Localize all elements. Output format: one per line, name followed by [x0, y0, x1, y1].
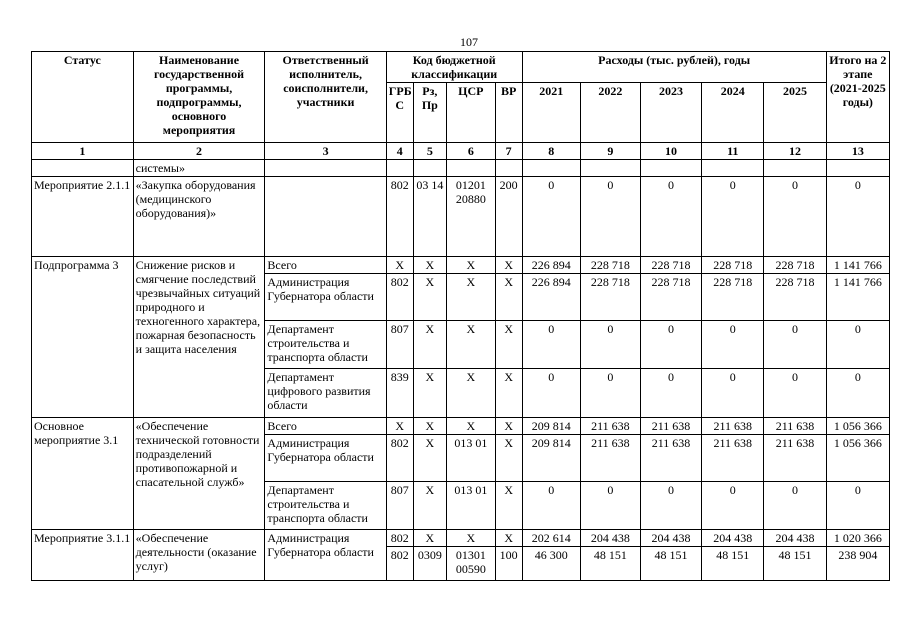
cell-rz: Х: [413, 530, 446, 547]
row-name: «Обеспечение деятельности (оказание услуг): [133, 530, 265, 581]
cell-rz: 0309: [413, 547, 446, 581]
cell-value: 0: [640, 177, 701, 257]
cell-total: 1 056 366: [826, 435, 889, 482]
cell-total: 0: [826, 321, 889, 369]
header-year: 2022: [580, 83, 640, 143]
row-name: «Закупка оборудования (медицинского оборудования)»: [133, 177, 265, 257]
cell-value: 228 718: [764, 257, 826, 274]
cell-csr: Х: [446, 530, 495, 547]
cell-vr: Х: [495, 369, 522, 418]
cell-grbs: 807: [386, 482, 413, 530]
header-csr: ЦСР: [446, 83, 495, 143]
row-name: «Обеспечение технической готовности подразделений противопожарной и спасательной служб»: [133, 418, 265, 530]
cell-value: 211 638: [640, 435, 701, 482]
cell-total: 1 141 766: [826, 274, 889, 321]
cell-vr: 100: [495, 547, 522, 581]
budget-table: [31, 51, 890, 581]
header-name: Наименование государственной программы, подпрограммы, основного мероприятия: [133, 52, 265, 143]
cell-value: 211 638: [640, 418, 701, 435]
row-executor: [265, 177, 386, 257]
cell-value: 48 151: [640, 547, 701, 581]
cell-value: 228 718: [702, 274, 764, 321]
header-year: 2023: [640, 83, 701, 143]
cell-csr: 01201 20880: [446, 177, 495, 257]
cell-value: 0: [580, 177, 640, 257]
cell-value: 46 300: [522, 547, 580, 581]
header-expenses: Расходы (тыс. рублей), годы: [522, 52, 826, 83]
table-row: [32, 257, 890, 274]
cell-value: 0: [702, 321, 764, 369]
column-number: 9: [580, 143, 640, 160]
cell-csr: 013 01: [446, 482, 495, 530]
row-executor: Департамент строительства и транспорта области: [265, 482, 386, 530]
column-number: 11: [702, 143, 764, 160]
row-status: Мероприятие 3.1.1: [32, 530, 134, 581]
header-executor: Ответственный исполнитель, соисполнители, участники: [265, 52, 386, 143]
column-number: 4: [386, 143, 413, 160]
cell-value: 211 638: [702, 435, 764, 482]
header-rz-pr: Рз, Пр: [413, 83, 446, 143]
cell-total: 1 056 366: [826, 418, 889, 435]
cell-value: 228 718: [640, 274, 701, 321]
cell-csr: 013 01: [446, 435, 495, 482]
cell-value: 0: [580, 482, 640, 530]
cell-value: 211 638: [764, 435, 826, 482]
cell-value: 211 638: [580, 418, 640, 435]
cell-value: 204 438: [640, 530, 701, 547]
cell-value: 209 814: [522, 435, 580, 482]
cell-value: 0: [580, 369, 640, 418]
continuation-row: [32, 160, 890, 177]
cell-value: 228 718: [580, 257, 640, 274]
cell-csr: Х: [446, 257, 495, 274]
cell-grbs: 802: [386, 274, 413, 321]
cell-grbs: 802: [386, 177, 413, 257]
header-total: Итого на 2 этапе (2021-2025 годы): [826, 52, 889, 143]
column-number: 3: [265, 143, 386, 160]
cell-value: 0: [702, 482, 764, 530]
cell-total: 1 141 766: [826, 257, 889, 274]
cell-rz: Х: [413, 435, 446, 482]
cell-total: 0: [826, 177, 889, 257]
row-status: Подпрограмма 3: [32, 257, 134, 418]
cell-rz: Х: [413, 418, 446, 435]
row-status: Мероприятие 2.1.1: [32, 177, 134, 257]
row-executor: Администрация Губернатора области: [265, 435, 386, 482]
header-year: 2021: [522, 83, 580, 143]
cell-grbs: Х: [386, 418, 413, 435]
continuation-text: системы»: [133, 160, 265, 177]
header-vr: ВР: [495, 83, 522, 143]
header-year: 2024: [702, 83, 764, 143]
table-row: [32, 530, 890, 547]
cell-vr: Х: [495, 482, 522, 530]
cell-grbs: 802: [386, 435, 413, 482]
cell-csr: Х: [446, 321, 495, 369]
cell-value: 0: [640, 321, 701, 369]
column-number: 8: [522, 143, 580, 160]
cell-value: 211 638: [764, 418, 826, 435]
cell-vr: Х: [495, 435, 522, 482]
cell-rz: Х: [413, 482, 446, 530]
table-row: [32, 418, 890, 435]
cell-value: 226 894: [522, 274, 580, 321]
cell-value: 211 638: [702, 418, 764, 435]
header-grbs: ГРБ С: [386, 83, 413, 143]
cell-value: 226 894: [522, 257, 580, 274]
cell-value: 48 151: [764, 547, 826, 581]
cell-vr: 200: [495, 177, 522, 257]
cell-value: 228 718: [580, 274, 640, 321]
cell-value: 48 151: [702, 547, 764, 581]
cell-csr: Х: [446, 369, 495, 418]
cell-value: 0: [640, 482, 701, 530]
cell-value: 0: [764, 369, 826, 418]
row-executor: Всего: [265, 257, 386, 274]
page-number: 107: [460, 35, 478, 49]
cell-value: 0: [764, 482, 826, 530]
cell-value: 202 614: [522, 530, 580, 547]
column-number: 1: [32, 143, 134, 160]
column-number-row: [32, 143, 890, 160]
column-number: 7: [495, 143, 522, 160]
cell-vr: Х: [495, 418, 522, 435]
column-number: 12: [764, 143, 826, 160]
cell-value: 228 718: [640, 257, 701, 274]
cell-value: 48 151: [580, 547, 640, 581]
column-number: 2: [133, 143, 265, 160]
cell-total: 238 904: [826, 547, 889, 581]
cell-vr: Х: [495, 257, 522, 274]
cell-rz: 03 14: [413, 177, 446, 257]
cell-total: 0: [826, 482, 889, 530]
cell-total: 0: [826, 369, 889, 418]
cell-value: 204 438: [580, 530, 640, 547]
cell-value: 228 718: [764, 274, 826, 321]
cell-value: 0: [580, 321, 640, 369]
cell-value: 211 638: [580, 435, 640, 482]
cell-value: 0: [522, 177, 580, 257]
column-number: 5: [413, 143, 446, 160]
cell-grbs: 802: [386, 547, 413, 581]
cell-value: 209 814: [522, 418, 580, 435]
cell-total: 1 020 366: [826, 530, 889, 547]
row-executor: Администрация Губернатора области: [265, 274, 386, 321]
row-status: Основное мероприятие 3.1: [32, 418, 134, 530]
cell-value: 204 438: [702, 530, 764, 547]
cell-value: 204 438: [764, 530, 826, 547]
row-executor: Администрация Губернатора области: [265, 530, 386, 581]
column-number: 13: [826, 143, 889, 160]
cell-grbs: Х: [386, 257, 413, 274]
cell-value: 0: [640, 369, 701, 418]
header-budget-code: Код бюджетной классификации: [386, 52, 522, 83]
cell-rz: Х: [413, 369, 446, 418]
header-year: 2025: [764, 83, 826, 143]
cell-vr: Х: [495, 274, 522, 321]
cell-rz: Х: [413, 274, 446, 321]
cell-csr: 01301 00590: [446, 547, 495, 581]
cell-vr: Х: [495, 530, 522, 547]
row-executor: Департамент строительства и транспорта области: [265, 321, 386, 369]
table-row: [32, 177, 890, 257]
column-number: 10: [640, 143, 701, 160]
cell-vr: Х: [495, 321, 522, 369]
header-row-1: [32, 52, 890, 83]
row-executor: Департамент цифрового развития области: [265, 369, 386, 418]
cell-value: 0: [702, 177, 764, 257]
cell-value: 0: [702, 369, 764, 418]
cell-value: 0: [522, 369, 580, 418]
cell-csr: Х: [446, 418, 495, 435]
cell-value: 0: [522, 321, 580, 369]
cell-grbs: 802: [386, 530, 413, 547]
row-executor: Всего: [265, 418, 386, 435]
cell-value: 0: [522, 482, 580, 530]
cell-value: 228 718: [702, 257, 764, 274]
cell-value: 0: [764, 177, 826, 257]
cell-value: 0: [764, 321, 826, 369]
cell-grbs: 839: [386, 369, 413, 418]
header-status: Статус: [32, 52, 134, 143]
cell-csr: Х: [446, 274, 495, 321]
column-number: 6: [446, 143, 495, 160]
cell-grbs: 807: [386, 321, 413, 369]
cell-rz: Х: [413, 257, 446, 274]
cell-rz: Х: [413, 321, 446, 369]
row-name: Снижение рисков и смягчение последствий чрезвычайных ситуаций природного и техногенного характера, пожарная безопасность и защита населения: [133, 257, 265, 418]
